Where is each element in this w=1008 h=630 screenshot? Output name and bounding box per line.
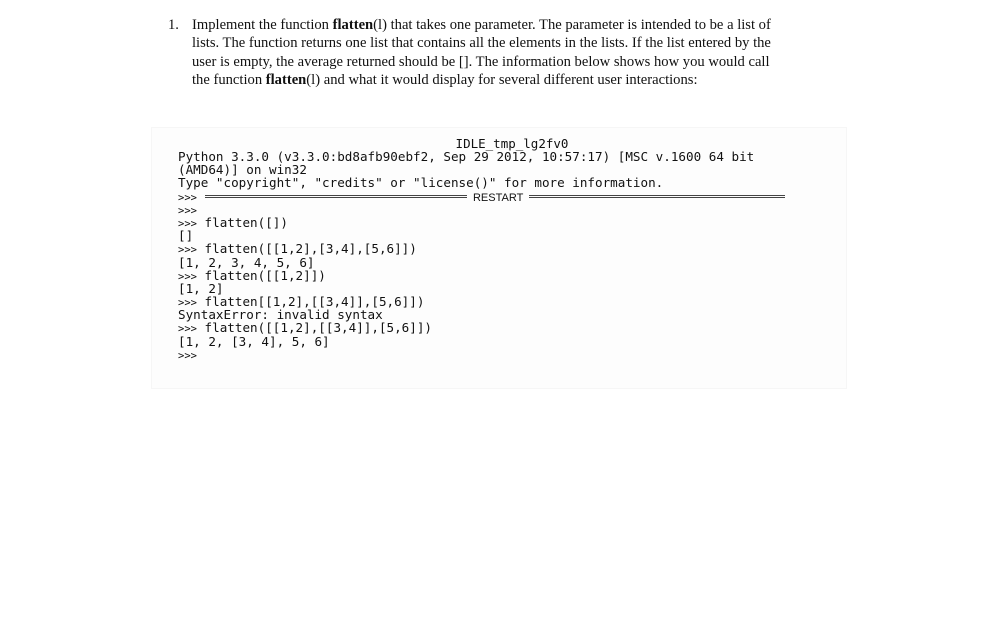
restart-separator-left — [205, 195, 467, 198]
question-number: 1. — [168, 17, 179, 33]
shell-input: flatten([]) — [196, 214, 288, 230]
question-text-segment: (l) and what it would display for several different user interactions: — [306, 72, 698, 89]
restart-separator-right — [529, 195, 785, 198]
shell-line — [178, 216, 785, 229]
shell-prompt: >>> — [178, 323, 197, 336]
shell-prompt: >>> — [178, 244, 197, 257]
shell-input: flatten([[1,2]]) — [196, 267, 326, 283]
shell-output-text: [1, 2, [3, 4], 5, 6] — [178, 333, 330, 349]
shell-prompt: >>> — [178, 297, 197, 310]
shell-prompt: >>> — [178, 204, 197, 217]
shell-window-title: IDLE_tmp_lg2fv0 — [455, 136, 569, 151]
shell-line — [178, 335, 785, 348]
shell-input: flatten[[1,2],[[3,4]],[5,6]]) — [196, 294, 425, 310]
shell-output-text: Python 3.3.0 (v3.3.0:bd8afb90ebf2, Sep 29 2012, 10:57:17) [MSC v.1600 64 bit — [178, 149, 755, 164]
shell-line — [178, 269, 785, 282]
shell-line — [178, 176, 785, 189]
shell-prompt: >>> — [178, 217, 197, 230]
shell-prompt: >>> — [178, 349, 197, 362]
shell-output-text: [1, 2] — [178, 280, 224, 296]
shell-input: flatten([[1,2],[3,4],[5,6]]) — [196, 241, 417, 257]
question-text-segment: (l) that takes one parameter. The parameter is intended to be a list of lists. The function returns one list that contains all the elements in the lists. If the list entered by the user is empty, the average returned should be []. The information below shows how you would call the function — [192, 17, 771, 89]
shell-output-text: SyntaxError: invalid syntax — [178, 307, 383, 323]
function-name: flatten — [332, 17, 374, 33]
shell-output-text: [] — [178, 228, 194, 244]
shell-line — [178, 348, 785, 361]
shell-prompt: >>> — [178, 191, 197, 204]
restart-label: RESTART — [472, 191, 524, 204]
shell-output-text: Type "copyright", "credits" or "license()" for more information. — [178, 175, 664, 191]
function-name: flatten — [265, 72, 307, 89]
shell-output — [178, 150, 785, 361]
question-block — [168, 16, 788, 90]
question-text-segment: Implement the function — [192, 17, 333, 33]
shell-input: flatten([[1,2],[[3,4]],[5,6]]) — [196, 320, 433, 336]
shell-output-text: [1, 2, 3, 4, 5, 6] — [178, 254, 315, 270]
shell-line — [178, 190, 785, 203]
idle-shell-screenshot — [152, 128, 846, 388]
shell-output-text: (AMD64)] on win32 — [178, 162, 307, 178]
question-text — [192, 16, 788, 90]
shell-prompt: >>> — [178, 270, 197, 283]
